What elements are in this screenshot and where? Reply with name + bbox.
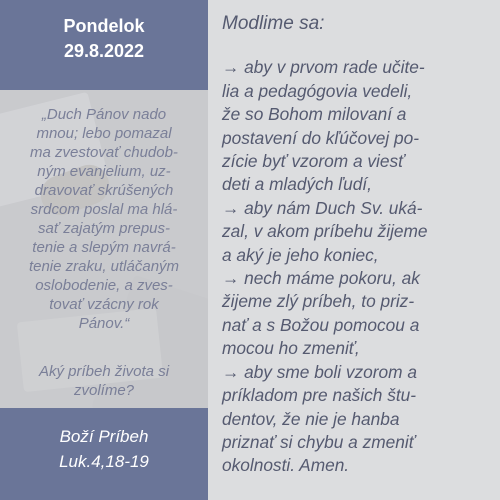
prayer-line: → aby sme boli vzorom a bbox=[222, 361, 417, 382]
prayer-line: priznať si chybu a zmeniť bbox=[222, 431, 415, 452]
prayer-line: príkladom pre našich štu- bbox=[222, 385, 417, 406]
prayer-heading: Modlime sa: bbox=[222, 13, 325, 34]
prayer-line: dentov, že nie je hanba bbox=[222, 408, 400, 429]
prayer-line: mocou ho zmeniť, bbox=[222, 338, 360, 359]
prayer-line: → nech máme pokoru, ak bbox=[222, 268, 420, 289]
prayer-line: deti a mladých ľudí, bbox=[222, 174, 372, 195]
prayer-line: že so Bohom milovaní a bbox=[222, 104, 407, 125]
quote-line: mnou; lebo pomazal bbox=[36, 125, 172, 142]
prayer-line: zície byť vzorom a viesť bbox=[222, 151, 405, 172]
quote-line: tenie zraku, utláčaným bbox=[28, 258, 180, 275]
quote-line: dravovať skrúšených bbox=[34, 182, 174, 199]
quote-line: Pánov.“ bbox=[78, 315, 130, 332]
question-line: zvolíme? bbox=[73, 382, 135, 399]
quote-line: tovať vzácny rok bbox=[49, 296, 159, 313]
date-label: 29.8.2022 bbox=[63, 41, 145, 61]
prayer-line: postavení do kľúčovej po- bbox=[222, 127, 419, 148]
prayer-section bbox=[222, 12, 497, 478]
question-line: Aký príbeh života si bbox=[38, 363, 170, 380]
quote-line: sať zajatým prepus- bbox=[37, 220, 171, 237]
quote-line: oslobodenie, a zves- bbox=[35, 277, 173, 294]
prayer-line: nať a s Božou pomocou a bbox=[222, 314, 420, 335]
scripture-quote bbox=[0, 105, 208, 333]
quote-line: ným evanjelium, uz- bbox=[37, 163, 171, 180]
date-header bbox=[0, 14, 208, 64]
prayer-line: → aby nám Duch Sv. uká- bbox=[222, 197, 423, 218]
reflection-question bbox=[0, 362, 208, 400]
day-label: Pondelok bbox=[63, 16, 145, 36]
prayer-line: okolnosti. Amen. bbox=[222, 455, 350, 476]
quote-line: „Duch Pánov nado bbox=[41, 106, 167, 123]
scripture-reference bbox=[0, 424, 208, 474]
prayer-line: a aký je jeho koniec, bbox=[222, 244, 379, 265]
prayer-line: zal, v akom príbehu žijeme bbox=[222, 221, 428, 242]
prayer-line: lia a pedagógovia vedeli, bbox=[222, 80, 413, 101]
left-panel bbox=[0, 0, 208, 500]
prayer-line: žijeme zlý príbeh, to priz- bbox=[222, 291, 415, 312]
quote-line: tenie a slepým navrá- bbox=[32, 239, 176, 256]
reference-citation: Luk.4,18-19 bbox=[59, 452, 149, 471]
quote-line: srdcom poslal ma hlá- bbox=[30, 201, 178, 218]
reference-title: Boží Príbeh bbox=[59, 427, 149, 446]
quote-line: ma zvestovať chudob- bbox=[30, 144, 178, 161]
prayer-line: → aby v prvom rade učite- bbox=[222, 57, 425, 78]
